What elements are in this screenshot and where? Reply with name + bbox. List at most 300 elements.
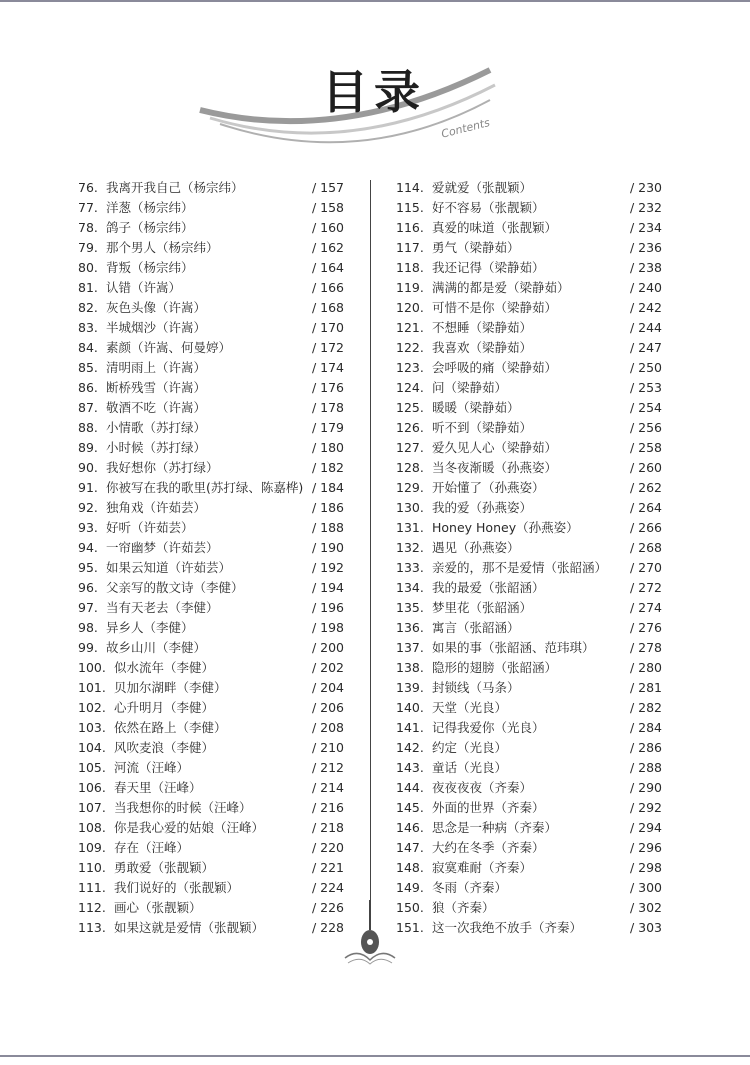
- entry-title: 会呼吸的痛（梁静茹）: [432, 360, 558, 375]
- entry-number: 94.: [78, 540, 98, 555]
- entry-page: / 294: [629, 820, 662, 835]
- toc-entry: [78, 478, 344, 498]
- entry-title: 遇见（孙燕姿）: [432, 540, 520, 555]
- entry-title: 问（梁静茹）: [432, 380, 508, 395]
- entry-page: / 238: [629, 260, 662, 275]
- entry-number: 136.: [396, 620, 424, 635]
- bottom-border-line: [0, 1055, 750, 1057]
- entry-title: 外面的世界（齐秦）: [432, 800, 545, 815]
- toc-entry: [78, 398, 344, 418]
- entry-number: 135.: [396, 600, 424, 615]
- entry-title: 你被写在我的歌里(苏打绿、陈嘉桦): [106, 480, 304, 495]
- toc-entry: [396, 218, 662, 238]
- entry-page: / 221: [311, 860, 344, 875]
- entry-title: 这一次我绝不放手（齐秦）: [432, 920, 583, 935]
- entry-title: 洋葱（杨宗纬）: [106, 200, 194, 215]
- entry-title: 清明雨上（许嵩）: [106, 360, 207, 375]
- entry-page: / 236: [629, 240, 662, 255]
- toc-entry: [78, 198, 344, 218]
- toc-entry: [78, 858, 344, 878]
- toc-entry: [396, 198, 662, 218]
- toc-entry: [78, 638, 344, 658]
- entry-page: / 212: [311, 760, 344, 775]
- entry-number: 141.: [396, 720, 424, 735]
- entry-title: 断桥残雪（许嵩）: [106, 380, 207, 395]
- entry-page: / 190: [311, 540, 344, 555]
- toc-entry: [78, 418, 344, 438]
- entry-number: 147.: [396, 840, 424, 855]
- column-divider: [370, 180, 371, 910]
- entry-number: 124.: [396, 380, 424, 395]
- entry-page: / 170: [311, 320, 344, 335]
- entry-number: 143.: [396, 760, 424, 775]
- entry-number: 83.: [78, 320, 98, 335]
- entry-title: 亲爱的，那不是爱情（张韶涵）: [432, 560, 608, 575]
- entry-page: / 244: [629, 320, 662, 335]
- entry-number: 110.: [78, 860, 106, 875]
- toc-entry: [78, 558, 344, 578]
- entry-number: 113.: [78, 920, 106, 935]
- entry-page: / 262: [629, 480, 662, 495]
- entry-title: 勇敢爱（张靓颖）: [114, 860, 215, 875]
- entry-page: / 264: [629, 500, 662, 515]
- toc-entry: [396, 718, 662, 738]
- entry-page: / 198: [311, 620, 344, 635]
- entry-page: / 247: [629, 340, 662, 355]
- entry-title: 春天里（汪峰）: [114, 780, 202, 795]
- entry-page: / 224: [311, 880, 344, 895]
- entry-page: / 172: [311, 340, 344, 355]
- entry-title: 当有天老去（李健）: [106, 600, 219, 615]
- toc-entry: [396, 298, 662, 318]
- entry-title: 风吹麦浪（李健）: [114, 740, 215, 755]
- entry-number: 84.: [78, 340, 98, 355]
- toc-entry: [396, 878, 662, 898]
- entry-page: / 174: [311, 360, 344, 375]
- entry-number: 121.: [396, 320, 424, 335]
- entry-number: 78.: [78, 220, 98, 235]
- entry-number: 106.: [78, 780, 106, 795]
- entry-title: 爱就爱（张靓颖）: [432, 180, 533, 195]
- entry-title: 天堂（光良）: [432, 700, 508, 715]
- entry-title: 河流（汪峰）: [114, 760, 190, 775]
- entry-title: 开始懂了（孙燕姿）: [432, 480, 545, 495]
- entry-number: 87.: [78, 400, 98, 415]
- toc-entry: [396, 818, 662, 838]
- entry-page: / 186: [311, 500, 344, 515]
- entry-title: 异乡人（李健）: [106, 620, 194, 635]
- entry-page: / 230: [629, 180, 662, 195]
- entry-page: / 180: [311, 440, 344, 455]
- toc-entry: [396, 558, 662, 578]
- toc-entry: [78, 618, 344, 638]
- toc-entry: [396, 658, 662, 678]
- entry-page: / 288: [629, 760, 662, 775]
- entry-title: 半城烟沙（许嵩）: [106, 320, 207, 335]
- entry-number: 104.: [78, 740, 106, 755]
- entry-number: 108.: [78, 820, 106, 835]
- entry-title: 贝加尔湖畔（李健）: [114, 680, 227, 695]
- entry-number: 126.: [396, 420, 424, 435]
- toc-entry: [396, 318, 662, 338]
- entry-number: 116.: [396, 220, 424, 235]
- entry-title: 你是我心爱的姑娘（汪峰）: [114, 820, 265, 835]
- entry-page: / 162: [311, 240, 344, 255]
- entry-page: / 176: [311, 380, 344, 395]
- entry-title: 父亲写的散文诗（李健）: [106, 580, 244, 595]
- entry-number: 105.: [78, 760, 106, 775]
- entry-number: 77.: [78, 200, 98, 215]
- entry-title: 依然在路上（李健）: [114, 720, 227, 735]
- entry-number: 146.: [396, 820, 424, 835]
- entry-number: 132.: [396, 540, 424, 555]
- entry-page: / 253: [629, 380, 662, 395]
- toc-entry: [396, 178, 662, 198]
- toc-entry: [396, 538, 662, 558]
- toc-entry: [396, 278, 662, 298]
- entry-number: 80.: [78, 260, 98, 275]
- toc-entry: [78, 298, 344, 318]
- entry-number: 109.: [78, 840, 106, 855]
- entry-title: 似水流年（李健）: [114, 660, 215, 675]
- entry-number: 120.: [396, 300, 424, 315]
- entry-title: 暖暖（梁静茹）: [432, 400, 520, 415]
- entry-page: / 218: [311, 820, 344, 835]
- entry-number: 107.: [78, 800, 106, 815]
- entry-page: / 164: [311, 260, 344, 275]
- toc-entry: [396, 398, 662, 418]
- entry-page: / 226: [311, 900, 344, 915]
- toc-column-right: [396, 178, 662, 938]
- entry-title: 狼（齐秦）: [432, 900, 495, 915]
- entry-title: 夜夜夜夜（齐秦）: [432, 780, 533, 795]
- entry-title: 寂寞难耐（齐秦）: [432, 860, 533, 875]
- toc-entry: [396, 338, 662, 358]
- entry-title: 寓言（张韶涵）: [432, 620, 520, 635]
- entry-title: 满满的都是爱（梁静茹）: [432, 280, 570, 295]
- entry-title: 约定（光良）: [432, 740, 508, 755]
- entry-number: 119.: [396, 280, 424, 295]
- entry-number: 137.: [396, 640, 424, 655]
- toc-entry: [78, 898, 344, 918]
- entry-title: 好听（许茹芸）: [106, 520, 194, 535]
- toc-entry: [396, 518, 662, 538]
- entry-number: 102.: [78, 700, 106, 715]
- entry-title: 背叛（杨宗纬）: [106, 260, 194, 275]
- toc-entry: [396, 638, 662, 658]
- entry-page: / 254: [629, 400, 662, 415]
- entry-page: / 188: [311, 520, 344, 535]
- entry-page: / 303: [629, 920, 662, 935]
- entry-title: 我的最爱（张韶涵）: [432, 580, 545, 595]
- entry-number: 88.: [78, 420, 98, 435]
- entry-number: 79.: [78, 240, 98, 255]
- entry-number: 98.: [78, 620, 98, 635]
- entry-page: / 300: [629, 880, 662, 895]
- entry-page: / 192: [311, 560, 344, 575]
- entry-page: / 220: [311, 840, 344, 855]
- toc-entry: [396, 898, 662, 918]
- entry-title: 思念是一种病（齐秦）: [432, 820, 558, 835]
- toc-entry: [396, 698, 662, 718]
- entry-number: 97.: [78, 600, 98, 615]
- toc-entry: [396, 778, 662, 798]
- entry-page: / 298: [629, 860, 662, 875]
- entry-title: 如果云知道（许茹芸）: [106, 560, 232, 575]
- toc-entry: [78, 498, 344, 518]
- entry-number: 90.: [78, 460, 98, 475]
- toc-entry: [396, 758, 662, 778]
- entry-title: Honey Honey（孙燕姿）: [432, 520, 579, 535]
- entry-number: 128.: [396, 460, 424, 475]
- entry-title: 当冬夜渐暖（孙燕姿）: [432, 460, 558, 475]
- toc-entry: [78, 658, 344, 678]
- entry-title: 不想睡（梁静茹）: [432, 320, 533, 335]
- entry-title: 存在（汪峰）: [114, 840, 190, 855]
- entry-number: 91.: [78, 480, 98, 495]
- entry-page: / 240: [629, 280, 662, 295]
- entry-title: 真爱的味道（张靓颖）: [432, 220, 558, 235]
- entry-page: / 179: [311, 420, 344, 435]
- toc-entry: [78, 218, 344, 238]
- entry-title: 爱久见人心（梁静茹）: [432, 440, 558, 455]
- entry-page: / 158: [311, 200, 344, 215]
- entry-number: 101.: [78, 680, 106, 695]
- toc-entry: [396, 918, 662, 938]
- toc-entry: [78, 738, 344, 758]
- entry-number: 144.: [396, 780, 424, 795]
- entry-page: / 228: [311, 920, 344, 935]
- entry-title: 心升明月（李健）: [114, 700, 215, 715]
- toc-entry: [78, 178, 344, 198]
- entry-page: / 242: [629, 300, 662, 315]
- entry-number: 95.: [78, 560, 98, 575]
- entry-number: 81.: [78, 280, 98, 295]
- toc-entry: [396, 838, 662, 858]
- entry-number: 130.: [396, 500, 424, 515]
- entry-number: 139.: [396, 680, 424, 695]
- entry-page: / 157: [311, 180, 344, 195]
- entry-title: 故乡山川（李健）: [106, 640, 207, 655]
- entry-number: 123.: [396, 360, 424, 375]
- entry-number: 148.: [396, 860, 424, 875]
- entry-page: / 214: [311, 780, 344, 795]
- toc-entry: [78, 758, 344, 778]
- entry-number: 122.: [396, 340, 424, 355]
- entry-number: 115.: [396, 200, 424, 215]
- entry-title: 大约在冬季（齐秦）: [432, 840, 545, 855]
- entry-number: 86.: [78, 380, 98, 395]
- entry-number: 149.: [396, 880, 424, 895]
- entry-title: 当我想你的时候（汪峰）: [114, 800, 252, 815]
- entry-title: 听不到（梁静茹）: [432, 420, 533, 435]
- entry-number: 111.: [78, 880, 106, 895]
- entry-page: / 178: [311, 400, 344, 415]
- toc-entry: [78, 578, 344, 598]
- entry-title: 那个男人（杨宗纬）: [106, 240, 219, 255]
- entry-page: / 276: [629, 620, 662, 635]
- toc-entry: [78, 678, 344, 698]
- toc-entry: [396, 418, 662, 438]
- entry-number: 118.: [396, 260, 424, 275]
- entry-page: / 194: [311, 580, 344, 595]
- entry-title: 敬酒不吃（许嵩）: [106, 400, 207, 415]
- toc-entry: [78, 818, 344, 838]
- entry-page: / 274: [629, 600, 662, 615]
- entry-page: / 296: [629, 840, 662, 855]
- toc-entry: [396, 858, 662, 878]
- toc-entry: [396, 378, 662, 398]
- entry-title: 我好想你（苏打绿）: [106, 460, 219, 475]
- entry-title: 鸽子（杨宗纬）: [106, 220, 194, 235]
- entry-page: / 260: [629, 460, 662, 475]
- entry-title: 隐形的翅膀（张韶涵）: [432, 660, 558, 675]
- toc-entry: [78, 238, 344, 258]
- entry-title: 一帘幽梦（许茹芸）: [106, 540, 219, 555]
- entry-title: 我们说好的（张靓颖）: [114, 880, 240, 895]
- toc-entry: [396, 458, 662, 478]
- entry-number: 134.: [396, 580, 424, 595]
- page-subtitle: Contents: [440, 116, 492, 141]
- entry-page: / 204: [311, 680, 344, 695]
- entry-number: 89.: [78, 440, 98, 455]
- entry-title: 冬雨（齐秦）: [432, 880, 508, 895]
- toc-entry: [396, 478, 662, 498]
- entry-page: / 272: [629, 580, 662, 595]
- entry-number: 151.: [396, 920, 424, 935]
- entry-number: 129.: [396, 480, 424, 495]
- entry-title: 灰色头像（许嵩）: [106, 300, 207, 315]
- toc-entry: [78, 518, 344, 538]
- entry-title: 如果的事（张韶涵、范玮琪）: [432, 640, 595, 655]
- entry-title: 我离开我自己（杨宗纬）: [106, 180, 244, 195]
- toc-entry: [78, 278, 344, 298]
- entry-number: 96.: [78, 580, 98, 595]
- entry-page: / 290: [629, 780, 662, 795]
- entry-page: / 196: [311, 600, 344, 615]
- entry-page: / 168: [311, 300, 344, 315]
- entry-number: 114.: [396, 180, 424, 195]
- toc-entry: [78, 698, 344, 718]
- entry-page: / 281: [629, 680, 662, 695]
- entry-page: / 278: [629, 640, 662, 655]
- toc-entry: [396, 498, 662, 518]
- entry-number: 125.: [396, 400, 424, 415]
- toc-entry: [396, 238, 662, 258]
- entry-page: / 206: [311, 700, 344, 715]
- toc-entry: [78, 838, 344, 858]
- entry-number: 82.: [78, 300, 98, 315]
- entry-title: 画心（张靓颖）: [114, 900, 202, 915]
- entry-page: / 258: [629, 440, 662, 455]
- toc-entry: [78, 338, 344, 358]
- toc-entry: [396, 258, 662, 278]
- entry-title: 梦里花（张韶涵）: [432, 600, 533, 615]
- entry-page: / 208: [311, 720, 344, 735]
- entry-number: 100.: [78, 660, 106, 675]
- entry-title: 我喜欢（梁静茹）: [432, 340, 533, 355]
- entry-title: 小情歌（苏打绿）: [106, 420, 207, 435]
- toc-entry: [78, 258, 344, 278]
- toc-entry: [78, 378, 344, 398]
- entry-page: / 166: [311, 280, 344, 295]
- entry-title: 勇气（梁静茹）: [432, 240, 520, 255]
- entry-page: / 284: [629, 720, 662, 735]
- entry-title: 我还记得（梁静茹）: [432, 260, 545, 275]
- toc-entry: [78, 918, 344, 938]
- page-title: 目录: [322, 65, 426, 119]
- entry-number: 99.: [78, 640, 98, 655]
- entry-number: 93.: [78, 520, 98, 535]
- entry-page: / 280: [629, 660, 662, 675]
- toc-entry: [396, 798, 662, 818]
- toc-entry: [396, 618, 662, 638]
- toc-entry: [396, 578, 662, 598]
- toc-entry: [78, 458, 344, 478]
- entry-page: / 282: [629, 700, 662, 715]
- entry-page: / 216: [311, 800, 344, 815]
- entry-title: 好不容易（张靓颖）: [432, 200, 545, 215]
- entry-page: / 292: [629, 800, 662, 815]
- entry-number: 127.: [396, 440, 424, 455]
- entry-title: 记得我爱你（光良）: [432, 720, 545, 735]
- entry-page: / 232: [629, 200, 662, 215]
- toc-entry: [396, 598, 662, 618]
- entry-number: 117.: [396, 240, 424, 255]
- toc-entry: [78, 318, 344, 338]
- entry-page: / 250: [629, 360, 662, 375]
- entry-page: / 286: [629, 740, 662, 755]
- entry-page: / 200: [311, 640, 344, 655]
- entry-page: / 234: [629, 220, 662, 235]
- toc-entry: [78, 598, 344, 618]
- top-border-line: [0, 0, 750, 2]
- entry-title: 封锁线（马条）: [432, 680, 520, 695]
- entry-number: 138.: [396, 660, 424, 675]
- entry-number: 112.: [78, 900, 106, 915]
- entry-title: 小时候（苏打绿）: [106, 440, 207, 455]
- entry-number: 92.: [78, 500, 98, 515]
- entry-page: / 266: [629, 520, 662, 535]
- toc-column-left: [78, 178, 344, 938]
- entry-page: / 160: [311, 220, 344, 235]
- entry-title: 认错（许嵩）: [106, 280, 182, 295]
- toc-entry: [78, 878, 344, 898]
- entry-title: 我的爱（孙燕姿）: [432, 500, 533, 515]
- toc-entry: [396, 678, 662, 698]
- toc-entry: [396, 438, 662, 458]
- entry-title: 素颜（许嵩、何曼婷）: [106, 340, 232, 355]
- toc-entry: [396, 358, 662, 378]
- entry-page: / 210: [311, 740, 344, 755]
- entry-number: 150.: [396, 900, 424, 915]
- entry-title: 童话（光良）: [432, 760, 508, 775]
- entry-title: 如果这就是爱情（张靓颖）: [114, 920, 265, 935]
- entry-number: 133.: [396, 560, 424, 575]
- guitar-ornament-icon: [340, 900, 400, 970]
- entry-page: / 268: [629, 540, 662, 555]
- toc-entry: [78, 718, 344, 738]
- toc-entry: [396, 738, 662, 758]
- toc-entry: [78, 778, 344, 798]
- entry-page: / 302: [629, 900, 662, 915]
- entry-number: 140.: [396, 700, 424, 715]
- toc-entry: [78, 358, 344, 378]
- entry-title: 可惜不是你（梁静茹）: [432, 300, 558, 315]
- entry-page: / 184: [311, 480, 344, 495]
- toc-entry: [78, 438, 344, 458]
- entry-page: / 270: [629, 560, 662, 575]
